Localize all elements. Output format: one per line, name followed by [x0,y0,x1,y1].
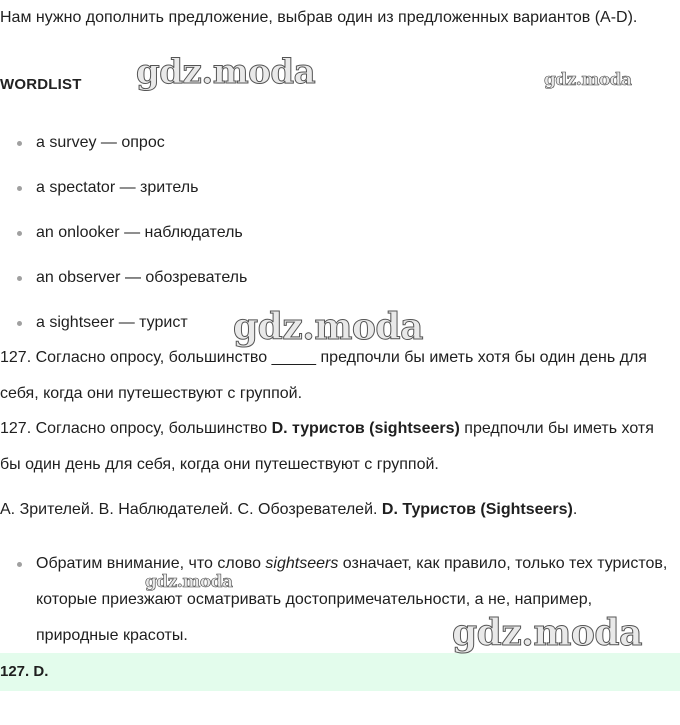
wordlist-entry: a sightseer — турист [36,314,188,331]
watermark-logo: gdz.moda [544,70,632,90]
filled-before: 127. Согласно опросу, большинство [0,420,272,437]
list-item [0,215,247,260]
list-item [0,125,247,170]
watermark-logo: gdz.moda [452,612,642,654]
bullet-icon [17,186,22,191]
wordlist [0,125,247,350]
wordlist-entry: a spectator — зритель [36,179,199,196]
bullet-icon [17,276,22,281]
filled-answer: D. туристов (sightseers) [271,420,460,437]
filled-sentence [0,411,670,483]
options-plain: A. Зрителей. B. Наблюдателей. C. Обозревателей. [0,501,382,518]
bullet-icon [17,141,22,146]
bullet-icon [17,321,22,326]
wordlist-title: WORDLIST [0,76,82,93]
answer-bar [0,653,680,691]
wordlist-entry: a survey — опрос [36,134,165,151]
bullet-icon [17,562,22,567]
list-item [0,260,247,305]
answer-text: 127. D. [0,663,49,680]
note-before: Обратим внимание, что слово [36,555,266,572]
watermark-logo: gdz.moda [145,572,233,592]
note-word: sightseers [265,555,339,572]
watermark-logo: gdz.moda [136,52,316,92]
list-item [0,170,247,215]
wordlist-entry: an onlooker — наблюдатель [36,224,243,241]
bullet-icon [17,231,22,236]
question-text: 127. Согласно опросу, большинство _____ предпочли бы иметь хотя бы один день для себя, когда они путешествуют с группой. [0,349,647,402]
filled-after: предпочли бы иметь хотя бы один день для себя, когда они путешествуют с группой. [0,420,654,473]
wordlist-entry: an observer — обозреватель [36,269,248,286]
intro-text: Нам нужно дополнить предложение, выбрав один из предложенных вариантов (A-D). [0,9,638,26]
options-correct: D. Туристов (Sightseers) [381,501,573,518]
options-line [0,492,680,528]
note-after: означает, как правило, только тех туристов, которые приезжают осматривать достопримечательности, а не, например, природные красоты. [36,555,668,644]
options-end: . [572,501,578,518]
watermark-logo: gdz.moda [233,306,423,348]
